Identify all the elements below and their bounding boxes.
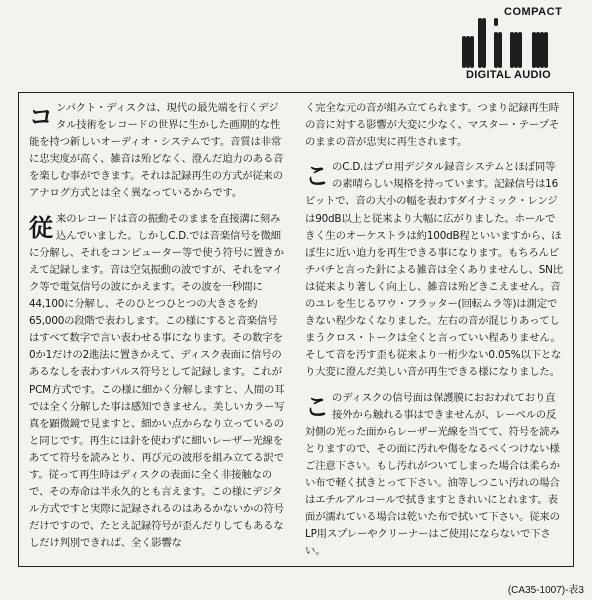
paragraph-text: く完全な元の音が組み立てられます。つまり記録再生時の音に対する影響が大変に少なく、マスター・テープそのままの音が忠実に再生されます。	[305, 102, 560, 149]
paragraph-text: のディスクの信号面は保護膜におおわれており直接外から触れる事はできませんが、レーベルの反対側の光った面からレーザー光線を当てて、符号を読みとりますので、その面に汚れや傷をなるべくつけない様ご注意下さい。もし汚れがついてしまった場合は柔らかい布で軽く拭きとって下さい。油等しつこい汚れの場合はエチルアルコールで拭きますときれいにとれます。表面が濡れている場合は乾いた布で拭いて下さい。従来のLP用スプレーやクリーナーはご使用にならないで下さい。	[305, 391, 560, 558]
drop-cap: コ	[29, 103, 53, 131]
logo-compact-text: COMPACT	[504, 6, 563, 18]
paragraph-specs	[305, 159, 563, 381]
paragraph-care	[305, 390, 563, 561]
paragraph-recording	[29, 211, 287, 553]
paragraph-continuation	[305, 100, 563, 151]
drop-cap: こ	[305, 392, 329, 421]
drop-cap: 従	[29, 213, 53, 242]
paragraph-intro	[29, 100, 287, 203]
paragraph-text: ンパクト・ディスクは、現代の最先端を行くデジタル技術をレコードの世界に生かした画期的な性能を持つ新しいオーディオ・システムです。音質は非常に忠実度が高く、雑音は殆どなく、澄んだ迫力のある音を楽しむ事ができます。それは記録再生の方式が従来のアナログ方式とは全く異なっているからです。	[29, 102, 284, 200]
paragraph-text: 来のレコードは音の振動そのままを直接溝に刻み込んでいました。しかしC.D.では音楽信号を微細に分解し、それをコンピューター等で使う符号に置きかえて記録します。音は空気振動の波ですが、それをマイク等で電気信号の波にかえます。その波を一秒間に44,100に分解し、そのひとつひとつの大きさを約65,000の段階で表わします。この様にすると音楽信号はすべて数字で言い表わせる事になります。その数字を0か1だけの2進法に置きかえて、ディスク表面に信号のあるなしを表わすパルス符号として記録します。これがPCM方式です。この様に細かく分解しますと、人間の耳では全く分解した事は感知できません。美しいカラー写真を顕微鏡で見ますと、細かい点からなり立っているのと同じです。再生には針を使わずに細いレーザー光線をあてて符号を読みとり、再び元の波形を組み立てる訳です。従って再生時はディスクの表面に全く非接触なので、その寿命は半永久的とも言えます。この様にデジタル方式ですと実際に記録されるのはあるかないかの符号だけですので、たとえ記録符号が歪んだりしてもあるなしだけ判別できれば、全く影響な	[29, 212, 285, 550]
compact-disc-logo	[460, 6, 570, 86]
catalog-number: (CA35-1007)-表3	[507, 585, 584, 596]
disc-logo-mark	[460, 16, 570, 70]
right-column	[305, 100, 563, 560]
logo-digital-audio-text: DIGITAL AUDIO	[466, 69, 551, 81]
left-column	[29, 100, 287, 552]
paragraph-text: のC.D.はプロ用デジタル録音システムとほぼ同等の素晴らしい規格を持っています。記録信号は16ビットで、音の大小の幅を表わすダイナミック・レンジは90dB以上と従来より大幅に広がりました。ホールできく生のオーケストラは約100dB程といいますから、ほぼ生に近い迫力を再生できる事になります。もちろんピチパチと言った針による雑音は全くありませんし、SN比は従来より著しく向上し、雑音は殆どきこえません。音のユレを生じるワウ・フラッター(回転ムラ等)は測定できない程少なくなりました。左右の音が混じりあってしまうクロス・トークは全くと言っていい程ありません。そして音を汚す歪も従来より一桁少ない0.05%以下となり大変に澄んだ美しい音が再生できる様になりました。	[305, 161, 563, 379]
drop-cap: こ	[305, 162, 329, 191]
